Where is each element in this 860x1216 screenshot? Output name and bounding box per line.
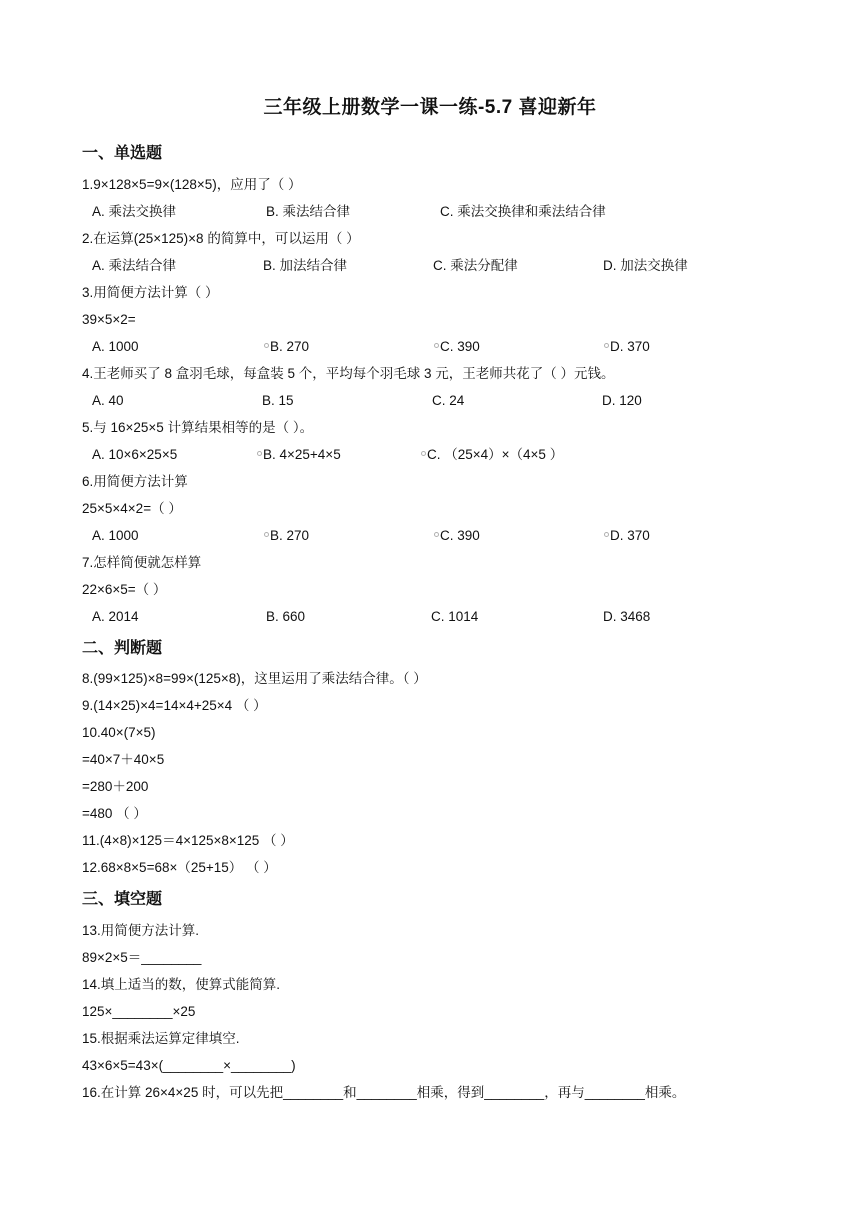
page-title: 三年级上册数学一课一练-5.7 喜迎新年 (263, 97, 597, 118)
q7-option-a: A. 2014 (92, 609, 139, 624)
q7-option-b: B. 660 (266, 609, 306, 624)
question-13-expression: 89×2×5＝________ (82, 950, 202, 965)
question-12: 12.68×8×5=68×（25+15） （ ） (82, 860, 277, 875)
question-10-line-1: 10.40×(7×5) (82, 725, 156, 740)
q4-option-d: D. 120 (602, 393, 642, 408)
question-9: 9.(14×25)×4=14×4+25×4 （ ） (82, 698, 267, 713)
question-3-expression: 39×5×2= (82, 312, 136, 327)
question-7-stem: 7.怎样简便就怎样算 (82, 555, 202, 570)
q2-option-c: C. 乘法分配律 (433, 258, 518, 273)
question-5-stem: 5.与 16×25×5 计算结果相等的是（ ）。 (82, 420, 314, 435)
radio-dot-icon (604, 343, 609, 348)
section-heading-fill-blank: 三、填空题 (82, 891, 163, 908)
question-10-line-3: =280＋200 (82, 779, 149, 794)
radio-dot-icon (257, 451, 262, 456)
q1-option-a: A. 乘法交换律 (92, 204, 177, 219)
q3-option-c: C. 390 (434, 338, 480, 356)
question-4-stem: 4.王老师买了 8 盒羽毛球，每盒装 5 个，平均每个羽毛球 3 元，王老师共花了（ ）元钱。 (82, 366, 615, 381)
question-8: 8.(99×125)×8=99×(125×8)，这里运用了乘法结合律。（ ） (82, 671, 427, 686)
q2-option-d: D. 加法交换律 (603, 258, 688, 273)
q5-option-c: C. （25×4）×（4×5 ） (421, 446, 563, 464)
section-heading-single-choice: 一、单选题 (82, 145, 163, 162)
radio-dot-icon (264, 532, 269, 537)
q1-option-c: C. 乘法交换律和乘法结合律 (440, 204, 606, 219)
question-15-expression: 43×6×5=43×(________×________) (82, 1058, 296, 1073)
question-14-stem: 14.填上适当的数，使算式能简算. (82, 977, 281, 992)
radio-dot-icon (421, 451, 426, 456)
question-1-stem: 1.9×128×5=9×(128×5)，应用了（ ） (82, 177, 302, 192)
radio-dot-icon (434, 532, 439, 537)
question-16: 16.在计算 26×4×25 时，可以先把________和________相乘，得到________，再与________相乘。 (82, 1085, 686, 1100)
q7-option-c: C. 1014 (431, 609, 479, 624)
q5-option-a: A. 10×6×25×5 (92, 447, 178, 462)
question-15-stem: 15.根据乘法运算定律填空. (82, 1031, 240, 1046)
question-10-line-4: =480 （ ） (82, 806, 147, 821)
q6-option-a: A. 1000 (92, 528, 139, 543)
q3-option-a: A. 1000 (92, 339, 139, 354)
question-6-stem: 6.用简便方法计算 (82, 474, 188, 489)
q7-option-d: D. 3468 (603, 609, 651, 624)
question-10-line-2: =40×7＋40×5 (82, 752, 165, 767)
q6-option-d: D. 370 (604, 527, 650, 545)
q2-option-a: A. 乘法结合律 (92, 258, 177, 273)
q4-option-a: A. 40 (92, 393, 124, 408)
q4-option-c: C. 24 (432, 393, 465, 408)
radio-dot-icon (434, 343, 439, 348)
question-13-stem: 13.用简便方法计算. (82, 923, 200, 938)
q5-option-b: B. 4×25+4×5 (257, 446, 341, 464)
radio-dot-icon (604, 532, 609, 537)
radio-dot-icon (264, 343, 269, 348)
question-3-stem: 3.用简便方法计算（ ） (82, 285, 219, 300)
question-2-stem: 2.在运算(25×125)×8 的简算中，可以运用（ ） (82, 231, 360, 246)
section-heading-true-false: 二、判断题 (82, 640, 163, 657)
q6-option-c: C. 390 (434, 527, 480, 545)
q3-option-d: D. 370 (604, 338, 650, 356)
question-11: 11.(4×8)×125＝4×125×8×125 （ ） (82, 833, 294, 848)
question-7-expression: 22×6×5=（ ） (82, 582, 167, 597)
question-14-expression: 125×________×25 (82, 1004, 196, 1019)
q3-option-b: B. 270 (264, 338, 309, 356)
q6-option-b: B. 270 (264, 527, 309, 545)
q4-option-b: B. 15 (262, 393, 294, 408)
q2-option-b: B. 加法结合律 (263, 258, 348, 273)
question-6-expression: 25×5×4×2=（ ） (82, 501, 182, 516)
q1-option-b: B. 乘法结合律 (266, 204, 351, 219)
